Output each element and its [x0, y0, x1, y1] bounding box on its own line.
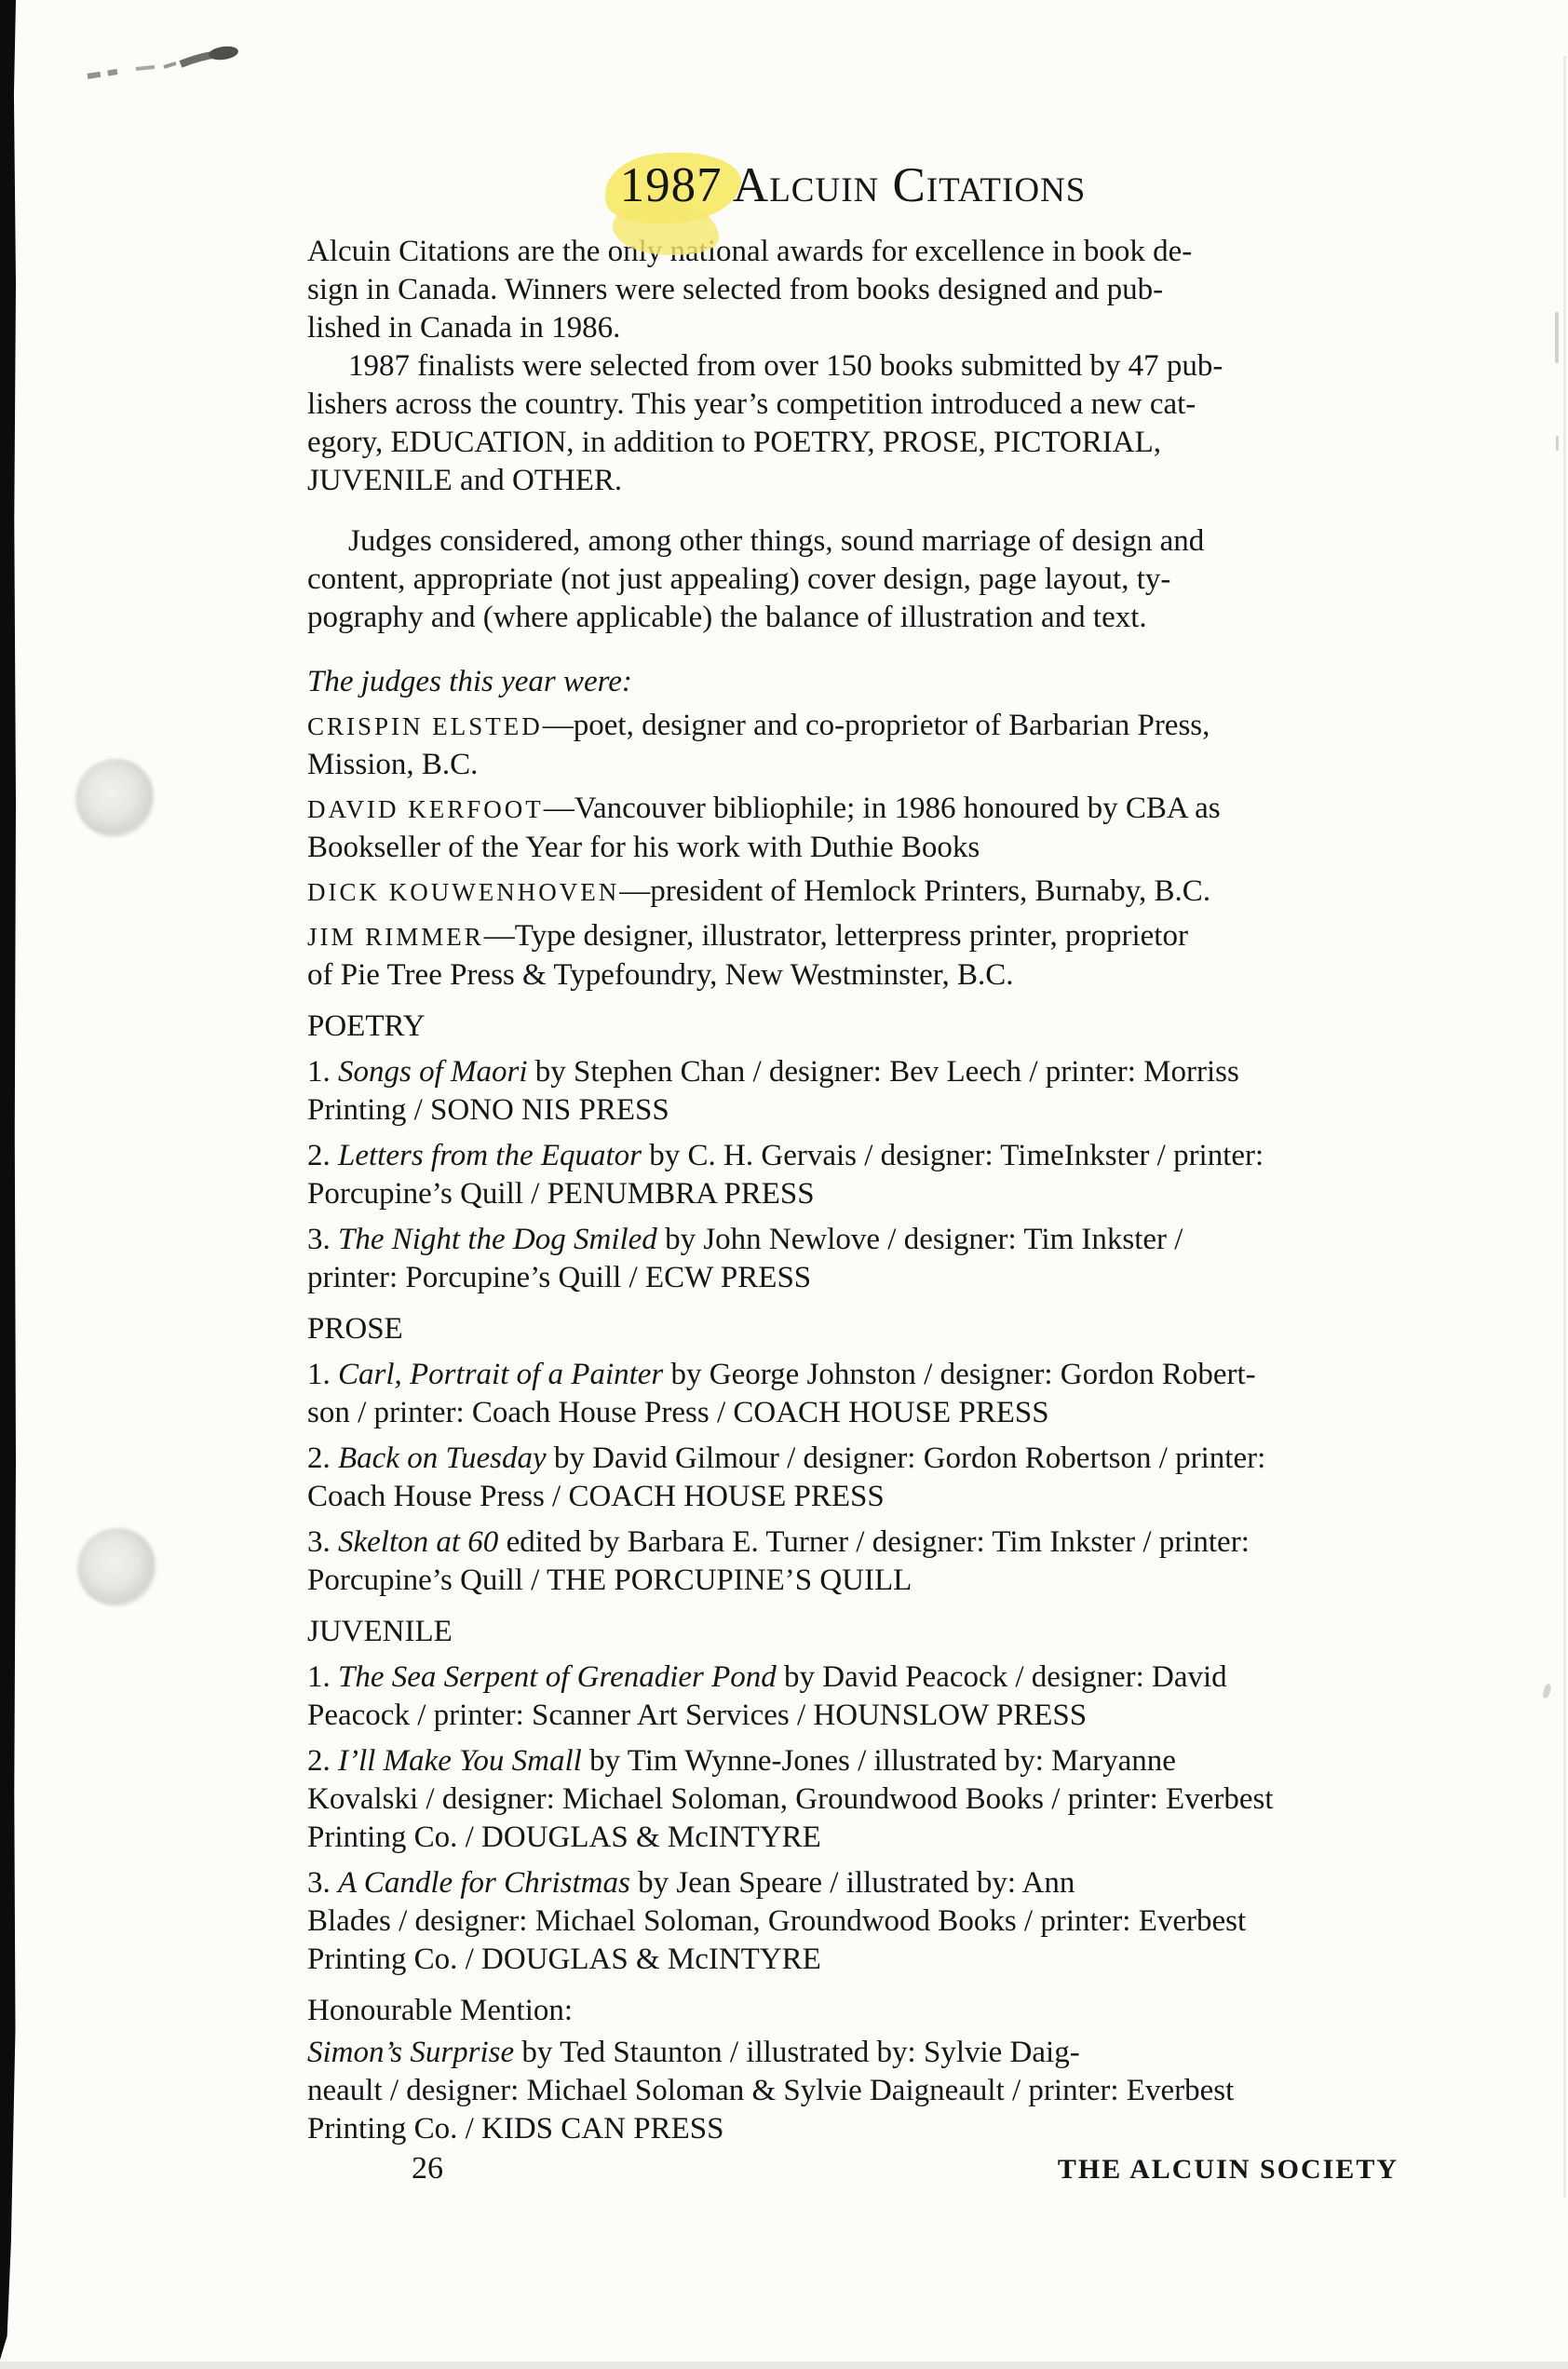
scan-speck: [1556, 436, 1559, 451]
text-line: [307, 1658, 1399, 1697]
page-footer: [307, 2151, 1399, 2186]
text-line: lishers across the country. This year’s competition introduced a new cat-: [307, 387, 1196, 421]
book-title: I’ll Make You Small: [338, 1744, 582, 1778]
entry-number: 3.: [307, 1866, 338, 1900]
book-title: Letters from the Equator: [338, 1139, 642, 1172]
text-line: [307, 1440, 1399, 1478]
entry-credits: by Tim Wynne-Jones / illustrated by: Maryanne: [581, 1744, 1176, 1778]
text-line: Judges considered, among other things, sound marriage of design and: [348, 524, 1205, 558]
text-line: sign in Canada. Winners were selected from books designed and pub-: [307, 273, 1164, 306]
text-line: Printing Co. / DOUGLAS & McINTYRE: [307, 1821, 821, 1854]
text-line: [307, 790, 1399, 829]
text-line: Porcupine’s Quill / PENUMBRA PRESS: [307, 1177, 815, 1211]
entry-number: 3.: [307, 1525, 338, 1559]
page-title: [307, 158, 1399, 212]
text-line: Mission, B.C.: [307, 748, 479, 781]
entry-credits: by David Peacock / designer: David: [776, 1660, 1227, 1694]
award-entry: [307, 1137, 1399, 1213]
text-line: Porcupine’s Quill / THE PORCUPINE’S QUILL: [307, 1564, 912, 1597]
text-line: 1987 finalists were selected from over 150 books submitted by 47 pub-: [348, 349, 1223, 383]
entry-number: 1.: [307, 1660, 338, 1694]
entry-credits: by C. H. Gervais / designer: TimeInkster / printer:: [642, 1139, 1264, 1172]
judge-name: DAVID KERFOOT: [307, 795, 544, 823]
award-entry: [307, 1742, 1399, 1857]
text-column: [307, 158, 1399, 2148]
publisher-name: THE ALCUIN SOCIETY: [1057, 2154, 1399, 2185]
award-entry: [307, 1356, 1399, 1432]
hole-punch-smudge: [77, 1528, 155, 1606]
text-line: [307, 1742, 1399, 1780]
award-entry: [307, 1053, 1399, 1130]
entry-credits: by Ted Staunton / illustrated by: Sylvie Daig-: [514, 2036, 1080, 2069]
text-line: [307, 1864, 1399, 1902]
text-line: [307, 1356, 1399, 1394]
judge-entry: [307, 917, 1399, 995]
intro-paragraph-3: [307, 522, 1399, 637]
text-line: Kovalski / designer: Michael Soloman, Groundwood Books / printer: Everbest: [307, 1782, 1274, 1816]
text-line: Bookseller of the Year for his work with Duthie Books: [307, 831, 980, 864]
book-title: The Night the Dog Smiled: [338, 1223, 657, 1256]
text-line: lished in Canada in 1986.: [307, 311, 621, 345]
text-line: [307, 1053, 1399, 1091]
book-title: Skelton at 60: [338, 1525, 499, 1559]
entry-credits: edited by Barbara E. Turner / designer: Tim Inkster / printer:: [498, 1525, 1250, 1559]
judge-entry: [307, 873, 1399, 912]
book-title: Songs of Maori: [338, 1055, 528, 1089]
entry-credits: by David Gilmour / designer: Gordon Robertson / printer:: [546, 1442, 1266, 1475]
page-number: 26: [412, 2151, 443, 2186]
scan-speck: [1542, 1683, 1552, 1699]
text-line: Peacock / printer: Scanner Art Services / HOUNSLOW PRESS: [307, 1699, 1088, 1732]
section-heading-poetry: POETRY: [307, 1009, 426, 1043]
text-line: [307, 707, 1399, 746]
text-line: Alcuin Citations are the only national awards for excellence in book de-: [307, 235, 1193, 268]
text-line: egory, EDUCATION, in addition to POETRY, PROSE, PICTORIAL,: [307, 426, 1162, 459]
entry-number: 3.: [307, 1223, 338, 1256]
text-line: Blades / designer: Michael Soloman, Groundwood Books / printer: Everbest: [307, 1904, 1247, 1938]
book-title: Simon’s Surprise: [307, 2036, 515, 2069]
award-entry: [307, 1658, 1399, 1735]
judge-description: —Vancouver bibliophile; in 1986 honoured by CBA as: [543, 792, 1221, 825]
judge-name: DICK KOUWENHOVEN: [307, 878, 620, 906]
judge-name: JIM RIMMER: [307, 923, 484, 951]
judges-lead-line: The judges this year were:: [307, 665, 632, 698]
honourable-mention-heading: Honourable Mention:: [307, 1994, 574, 2027]
judge-description: —Type designer, illustrator, letterpress printer, proprietor: [483, 919, 1188, 953]
text-line: [307, 1523, 1399, 1562]
text-line: [307, 1221, 1399, 1259]
book-title: A Candle for Christmas: [338, 1866, 630, 1900]
hole-punch-smudge: [75, 759, 154, 837]
intro-paragraph-1: [307, 233, 1399, 347]
intro-paragraph-2: [307, 347, 1399, 500]
book-title: The Sea Serpent of Grenadier Pond: [338, 1660, 777, 1694]
scan-bottom-edge: [0, 2362, 1568, 2369]
section-heading-prose: PROSE: [307, 1312, 403, 1346]
scan-speck: [1555, 312, 1559, 363]
highlighter-mark: [620, 158, 723, 212]
text-line: son / printer: Coach House Press / COACH HOUSE PRESS: [307, 1396, 1049, 1429]
award-entry: [307, 2034, 1399, 2148]
text-line: content, appropriate (not just appealing) cover design, page layout, ty-: [307, 562, 1171, 596]
pencil-scribble: [82, 39, 245, 84]
entry-credits: by John Newlove / designer: Tim Inkster /: [656, 1223, 1183, 1256]
entry-number: 2.: [307, 1139, 338, 1172]
entry-number: 1.: [307, 1358, 338, 1391]
text-line: Printing Co. / DOUGLAS & McINTYRE: [307, 1943, 821, 1976]
award-entry: [307, 1523, 1399, 1600]
award-entry: [307, 1440, 1399, 1516]
judge-description: —president of Hemlock Printers, Burnaby, B.C.: [619, 874, 1211, 908]
section-heading-juvenile: JUVENILE: [307, 1615, 453, 1648]
entry-number: 1.: [307, 1055, 338, 1089]
entry-credits: by Jean Speare / illustrated by: Ann: [629, 1866, 1075, 1900]
judge-entry: [307, 790, 1399, 867]
text-line: Printing Co. / KIDS CAN PRESS: [307, 2112, 724, 2146]
text-line: Coach House Press / COACH HOUSE PRESS: [307, 1480, 885, 1513]
book-title: Back on Tuesday: [338, 1442, 547, 1475]
award-entry: [307, 1221, 1399, 1297]
text-line: JUVENILE and OTHER.: [307, 464, 623, 497]
judge-entry: [307, 707, 1399, 784]
text-line: [307, 1137, 1399, 1175]
text-line: Printing / SONO NIS PRESS: [307, 1093, 669, 1127]
award-entry: [307, 1864, 1399, 1979]
entry-number: 2.: [307, 1442, 338, 1475]
title-year: 1987: [619, 158, 723, 212]
judge-description: —poet, designer and co-proprietor of Barbarian Press,: [542, 709, 1210, 742]
scan-gutter-shadow: [0, 0, 16, 2360]
judge-name: CRISPIN ELSTED: [307, 712, 543, 740]
text-line: pography and (where applicable) the balance of illustration and text.: [307, 601, 1147, 634]
text-line: printer: Porcupine’s Quill / ECW PRESS: [307, 1261, 812, 1294]
text-line: neault / designer: Michael Soloman & Sylvie Daigneault / printer: Everbest: [307, 2074, 1235, 2107]
text-line: [307, 873, 1399, 912]
entry-credits: by Stephen Chan / designer: Bev Leech / printer: Morriss: [527, 1055, 1239, 1089]
text-line: [307, 2034, 1399, 2072]
entry-credits: by George Johnston / designer: Gordon Robert-: [663, 1358, 1256, 1391]
entry-number: 2.: [307, 1744, 338, 1778]
text-line: of Pie Tree Press & Typefoundry, New Westminster, B.C.: [307, 958, 1014, 992]
title-text: Alcuin Citations: [722, 158, 1087, 212]
scan-right-edge: [1563, 56, 1566, 2198]
text-line: [307, 917, 1399, 956]
book-title: Carl, Portrait of a Painter: [338, 1358, 664, 1391]
